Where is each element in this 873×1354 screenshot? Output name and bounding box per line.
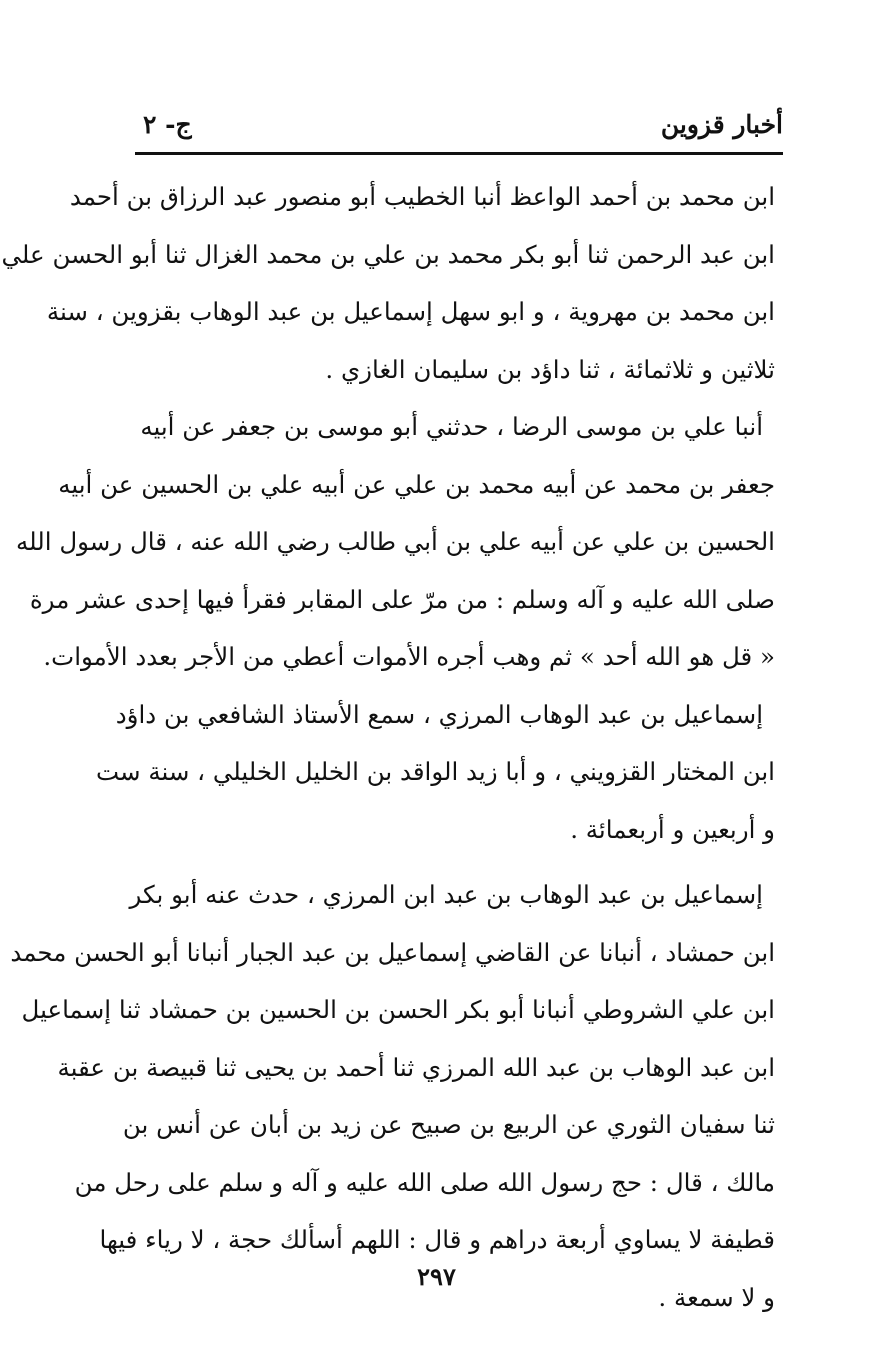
text-line: الحسين بن علي عن أبيه علي بن أبي طالب رضي الله عنه ، قال رسول الله <box>16 527 775 556</box>
book-title: أخبار قزوين <box>660 110 783 139</box>
header-rule <box>135 152 783 155</box>
body-text <box>1 168 775 1326</box>
text-line: ابن المختار القزويني ، و أبا زيد الواقد بن الخليل الخليلي ، سنة ست <box>95 757 775 786</box>
page-number: ٢٩٧ <box>417 1262 456 1291</box>
text-line: ثنا سفيان الثوري عن الربيع بن صبيح عن زيد بن أبان عن أنس بن <box>122 1110 775 1139</box>
running-header <box>135 100 783 152</box>
text-line: جعفر بن محمد عن أبيه محمد بن علي عن أبيه علي بن الحسين عن أبيه <box>58 469 775 499</box>
text-line: أنبا علي بن موسى الرضا ، حدثني أبو موسى بن جعفر عن أبيه <box>140 412 763 441</box>
text-line: ابن عبد الوهاب بن عبد الله المرزي ثنا أحمد بن يحيى ثنا قبيصة بن عقبة <box>57 1052 775 1082</box>
text-line: ابن عبد الرحمن ثنا أبو بكر محمد بن علي بن محمد الغزال ثنا أبو الحسن علي <box>1 239 775 269</box>
text-line: ابن حمشاد ، أنبانا عن القاضي إسماعيل بن عبد الجبار أنبانا أبو الحسن محمد <box>10 937 775 967</box>
text-line: ثلاثين و ثلاثمائة ، ثنا داؤد بن سليمان الغازي . <box>325 354 775 384</box>
text-line: ابن علي الشروطي أنبانا أبو بكر الحسن بن الحسين بن حمشاد ثنا إسماعيل <box>21 995 775 1024</box>
text-line: و أربعين و أربعمائة . <box>570 814 775 844</box>
text-line: قطيفة لا يساوي أربعة دراهم و قال : اللهم أسألك حجة ، لا رياء فيها <box>99 1225 775 1254</box>
text-line: ابن محمد بن أحمد الواعظ أنبا الخطيب أبو منصور عبد الرزاق بن أحمد <box>69 182 775 211</box>
text-line: ابن محمد بن مهروية ، و ابو سهل إسماعيل بن عبد الوهاب بقزوين ، سنة <box>46 297 775 326</box>
text-line: إسماعيل بن عبد الوهاب بن عبد ابن المرزي ، حدث عنه أبو بكر <box>129 880 763 909</box>
text-line: مالك ، قال : حج رسول الله صلى الله عليه و آله و سلم على رحل من <box>74 1167 775 1197</box>
text-line: صلى الله عليه و آله وسلم : من مرّ على المقابر فقرأ فيها إحدى عشر مرة <box>29 584 775 614</box>
text-line: إسماعيل بن عبد الوهاب المرزي ، سمع الأستاذ الشافعي بن داؤد <box>115 699 763 729</box>
text-line: « قل هو الله أحد » ثم وهب أجره الأموات أعطي من الأجر بعدد الأموات. <box>43 642 775 671</box>
text-line: و لا سمعة . <box>658 1282 775 1312</box>
paragraph-gap <box>148 858 775 866</box>
volume-label: ج- ٢ <box>143 110 192 139</box>
